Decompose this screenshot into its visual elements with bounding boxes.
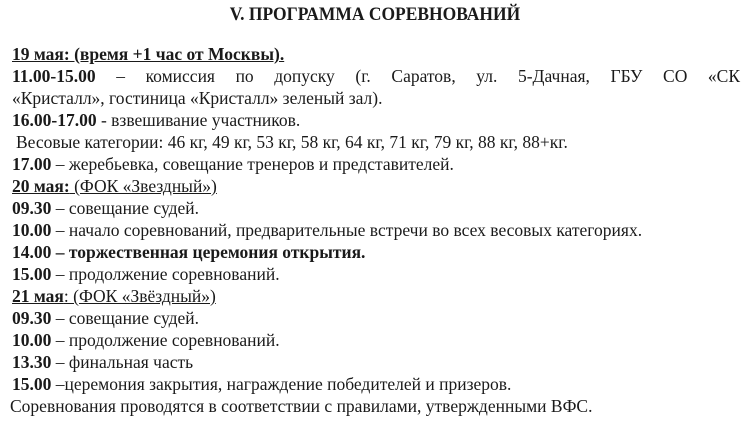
- item-text: начало соревнований, предварительные встречи во всех весовых категориях.: [68, 220, 643, 240]
- day-heading-21-may: [12, 286, 216, 306]
- schedule-item: [12, 220, 642, 240]
- schedule-item: [12, 66, 740, 86]
- item-time: 11.00-15.00: [12, 66, 96, 86]
- item-separator: –: [51, 242, 69, 262]
- item-time: 15.00: [12, 374, 52, 394]
- item-time: 13.30: [12, 352, 52, 372]
- item-text: жеребьевка, совещание тренеров и представителей.: [68, 154, 454, 174]
- item-text: комиссия по допуску (г. Саратов, ул. 5-Дачная, ГБУ СО «СК: [145, 66, 741, 86]
- item-text: совещание судей.: [68, 198, 200, 218]
- item-text: церемония закрытия, награждение победителей и призеров.: [64, 374, 512, 394]
- rules-note: [10, 396, 592, 416]
- schedule-item: [12, 352, 193, 372]
- item-time: 17.00: [12, 154, 52, 174]
- item-time: 14.00: [12, 242, 52, 262]
- item-separator: –: [51, 264, 69, 284]
- item-time: 10.00: [12, 330, 52, 350]
- item-separator: -: [96, 110, 112, 130]
- item-text: продолжение соревнований.: [68, 264, 280, 284]
- item-time: 10.00: [12, 220, 52, 240]
- day-heading-date: 21 мая: [12, 286, 64, 306]
- day-heading-19-may: [12, 44, 284, 64]
- schedule-item: [12, 198, 199, 218]
- item-time: 09.30: [12, 308, 52, 328]
- schedule-item: [12, 154, 454, 174]
- schedule-item-continuation: [12, 88, 383, 108]
- item-text: совещание судей.: [68, 308, 200, 328]
- day-heading-text: 19 мая: (время +1 час от Москвы).: [12, 44, 285, 64]
- page-title: V. ПРОГРАММА СОРЕВНОВАНИЙ: [229, 4, 521, 25]
- item-text: Весовые категории: 46 кг, 49 кг, 53 кг, 58 кг, 64 кг, 71 кг, 79 кг, 88 кг, 88+кг.: [16, 132, 568, 152]
- item-text: «Кристалл», гостиница «Кристалл» зеленый зал).: [12, 88, 383, 108]
- schedule-item: [12, 374, 511, 394]
- day-heading-20-may: [12, 176, 217, 196]
- schedule-item: [12, 264, 280, 284]
- schedule-item: [12, 308, 199, 328]
- item-separator: –: [51, 220, 69, 240]
- item-separator: –: [95, 66, 146, 86]
- weight-categories: [16, 132, 568, 152]
- item-time: 15.00: [12, 264, 52, 284]
- item-separator: –: [51, 352, 69, 372]
- item-time: 16.00-17.00: [12, 110, 97, 130]
- footer-text: Соревнования проводятся в соответствии с правилами, утвержденными ВФС.: [10, 396, 593, 416]
- day-heading-venue: (ФОК «Звездный»): [69, 176, 217, 196]
- item-separator: –: [51, 374, 65, 394]
- schedule-item-opening-ceremony: [12, 242, 365, 262]
- item-separator: –: [51, 198, 69, 218]
- item-separator: –: [51, 330, 69, 350]
- item-text: торжественная церемония открытия.: [68, 242, 366, 262]
- item-time: 09.30: [12, 198, 52, 218]
- day-heading-venue: : (ФОК «Звёздный»): [63, 286, 216, 306]
- item-text: финальная часть: [68, 352, 194, 372]
- schedule-item: [12, 330, 280, 350]
- schedule-item: [12, 110, 300, 130]
- item-text: продолжение соревнований.: [68, 330, 280, 350]
- day-heading-date: 20 мая:: [12, 176, 70, 196]
- item-separator: –: [51, 308, 69, 328]
- item-text: взвешивание участников.: [111, 110, 301, 130]
- item-separator: –: [51, 154, 69, 174]
